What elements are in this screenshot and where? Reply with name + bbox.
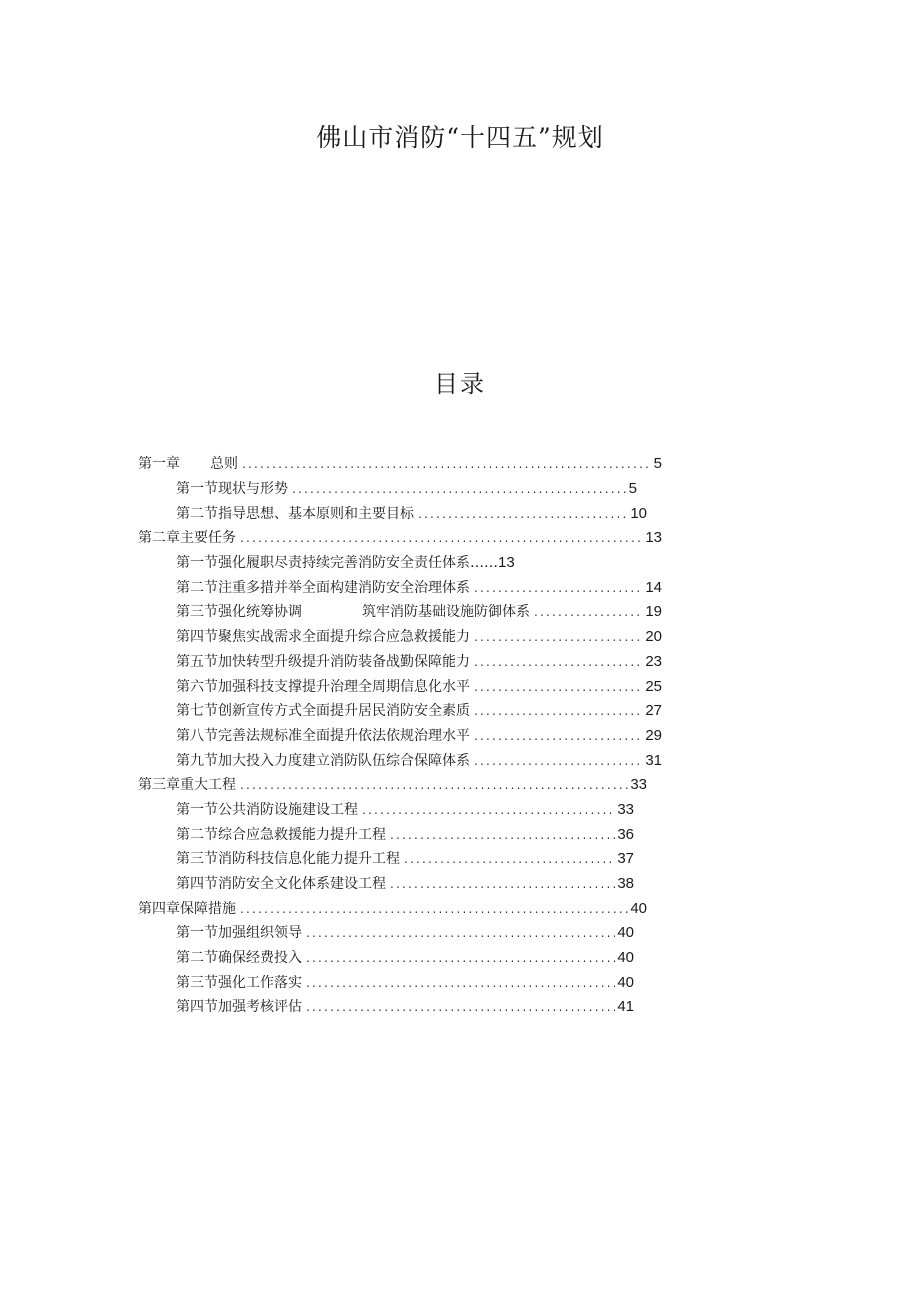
toc-entry-label: 第二节注重多措并举全面构建消防安全治理体系 xyxy=(176,580,470,596)
toc-entry-page: 14 xyxy=(645,579,662,596)
toc-entry-page: 36 xyxy=(617,826,634,843)
dot-leader xyxy=(474,699,643,723)
toc-entry-label: 第六节加强科技支撑提升治理全周期信息化水平 xyxy=(176,679,470,695)
toc-entry-label: 第三节强化工作落实 xyxy=(176,975,302,991)
toc-entry-section[interactable] xyxy=(176,576,662,600)
toc-entry-page: 27 xyxy=(645,702,662,719)
dot-leader xyxy=(404,847,615,871)
dot-leader xyxy=(306,971,615,995)
toc-entry-section[interactable] xyxy=(176,946,634,970)
dot-leader xyxy=(474,724,643,748)
toc-entry-page: 38 xyxy=(617,875,634,892)
toc-entry-page: 19 xyxy=(645,603,662,620)
toc-entry-page: 33 xyxy=(630,776,647,793)
toc-entry-label: 第二节综合应急救援能力提升工程 xyxy=(176,827,386,843)
toc-entry-section[interactable] xyxy=(176,847,634,871)
toc-entry-section[interactable] xyxy=(176,872,634,896)
dot-leader xyxy=(362,798,615,822)
toc-entry-chapter-2[interactable] xyxy=(138,526,662,550)
toc-entry-label: 第三节消防科技信息化能力提升工程 xyxy=(176,851,400,867)
toc-entry-page: 33 xyxy=(617,801,634,818)
dot-leader xyxy=(306,921,615,945)
toc-entry-chapter-3[interactable] xyxy=(138,773,647,797)
toc-entry-label: 第一节现状与形势 xyxy=(176,481,288,497)
toc-entry-section[interactable] xyxy=(176,798,634,822)
dot-leader xyxy=(474,650,643,674)
toc-entry-section[interactable] xyxy=(176,477,637,501)
toc-entry-page: 40 xyxy=(617,974,634,991)
toc-entry-page: 5 xyxy=(653,455,662,472)
toc-entry-section[interactable] xyxy=(176,995,634,1019)
toc-entry-section[interactable] xyxy=(176,724,662,748)
toc-entry-label: 第八节完善法规标准全面提升依法依规治理水平 xyxy=(176,728,470,744)
toc-entry-page: 20 xyxy=(645,628,662,645)
dot-leader xyxy=(474,576,643,600)
toc-entry-label: 第四节加强考核评估 xyxy=(176,999,302,1015)
toc-entry-section[interactable] xyxy=(176,502,647,526)
toc-entry-label: 第三章重大工程 xyxy=(138,777,236,793)
dot-leader xyxy=(292,477,627,501)
dot-leader xyxy=(390,872,615,896)
dot-leader xyxy=(240,773,628,797)
toc-entry-label-suffix: 筑牢消防基础设施防御体系 xyxy=(362,604,530,620)
dot-leader xyxy=(306,995,615,1019)
toc-entry-section[interactable] xyxy=(176,675,662,699)
toc-entry-label: 第一节公共消防设施建设工程 xyxy=(176,802,358,818)
toc-entry-label: 第一节强化履职尽责持续完善消防安全责任体系…… xyxy=(176,555,498,571)
toc-entry-page: 23 xyxy=(645,653,662,670)
toc-entry-page: 37 xyxy=(617,850,634,867)
toc-entry-label-suffix: 总则 xyxy=(210,456,238,472)
dot-leader xyxy=(474,749,643,773)
dot-leader xyxy=(240,897,628,921)
dot-leader xyxy=(240,526,643,550)
toc-entry-section[interactable] xyxy=(176,600,662,624)
toc-entry-label: 第九节加大投入力度建立消防队伍综合保障体系 xyxy=(176,753,470,769)
dot-leader xyxy=(306,946,615,970)
document-title: 佛山市消防“十四五”规划 xyxy=(316,123,604,152)
toc-entry-chapter-4[interactable] xyxy=(138,897,647,921)
toc-entry-label: 第一章 xyxy=(138,456,180,472)
dot-leader xyxy=(534,600,643,624)
toc-entry-section[interactable] xyxy=(176,625,662,649)
toc-entry-page: 31 xyxy=(645,752,662,769)
dot-leader xyxy=(242,452,652,476)
toc-entry-section[interactable] xyxy=(176,971,634,995)
toc-entry-page: 40 xyxy=(630,900,647,917)
toc-entry-label: 第四章保障措施 xyxy=(138,901,236,917)
toc-heading: 目录 xyxy=(434,370,486,398)
toc-entry-page: 40 xyxy=(617,924,634,941)
toc-entry-page: 29 xyxy=(645,727,662,744)
toc-entry-page: 13 xyxy=(498,554,515,571)
toc-entry-section[interactable] xyxy=(176,551,576,575)
toc-entry-page: 10 xyxy=(630,505,647,522)
toc-entry-page: 41 xyxy=(617,998,634,1015)
dot-leader xyxy=(418,502,628,526)
toc-entry-section[interactable] xyxy=(176,749,662,773)
toc-entry-label: 第七节创新宣传方式全面提升居民消防安全素质 xyxy=(176,703,470,719)
toc-entry-label: 第一节加强组织领导 xyxy=(176,925,302,941)
toc-entry-label: 第二节指导思想、基本原则和主要目标 xyxy=(176,506,414,522)
toc-entry-section[interactable] xyxy=(176,699,662,723)
toc-entry-section[interactable] xyxy=(176,650,662,674)
toc-entry-page: 25 xyxy=(645,678,662,695)
toc-entry-label: 第五节加快转型升级提升消防装备战勤保障能力 xyxy=(176,654,470,670)
dot-leader xyxy=(474,625,643,649)
toc-entry-page: 5 xyxy=(628,480,637,497)
toc-entry-label: 第四节消防安全文化体系建设工程 xyxy=(176,876,386,892)
toc-entry-label: 第二章主要任务 xyxy=(138,530,236,546)
toc-entry-label: 第二节确保经费投入 xyxy=(176,950,302,966)
toc-entry-section[interactable] xyxy=(176,823,634,847)
toc-entry-page: 40 xyxy=(617,949,634,966)
toc-entry-chapter-1[interactable] xyxy=(138,452,662,476)
toc-entry-page: 13 xyxy=(645,529,662,546)
dot-leader xyxy=(474,675,643,699)
toc-entry-label: 第四节聚焦实战需求全面提升综合应急救援能力 xyxy=(176,629,470,645)
toc-entry-section[interactable] xyxy=(176,921,634,945)
toc-entry-label: 第三节强化统筹协调 xyxy=(176,604,302,620)
dot-leader xyxy=(390,823,615,847)
